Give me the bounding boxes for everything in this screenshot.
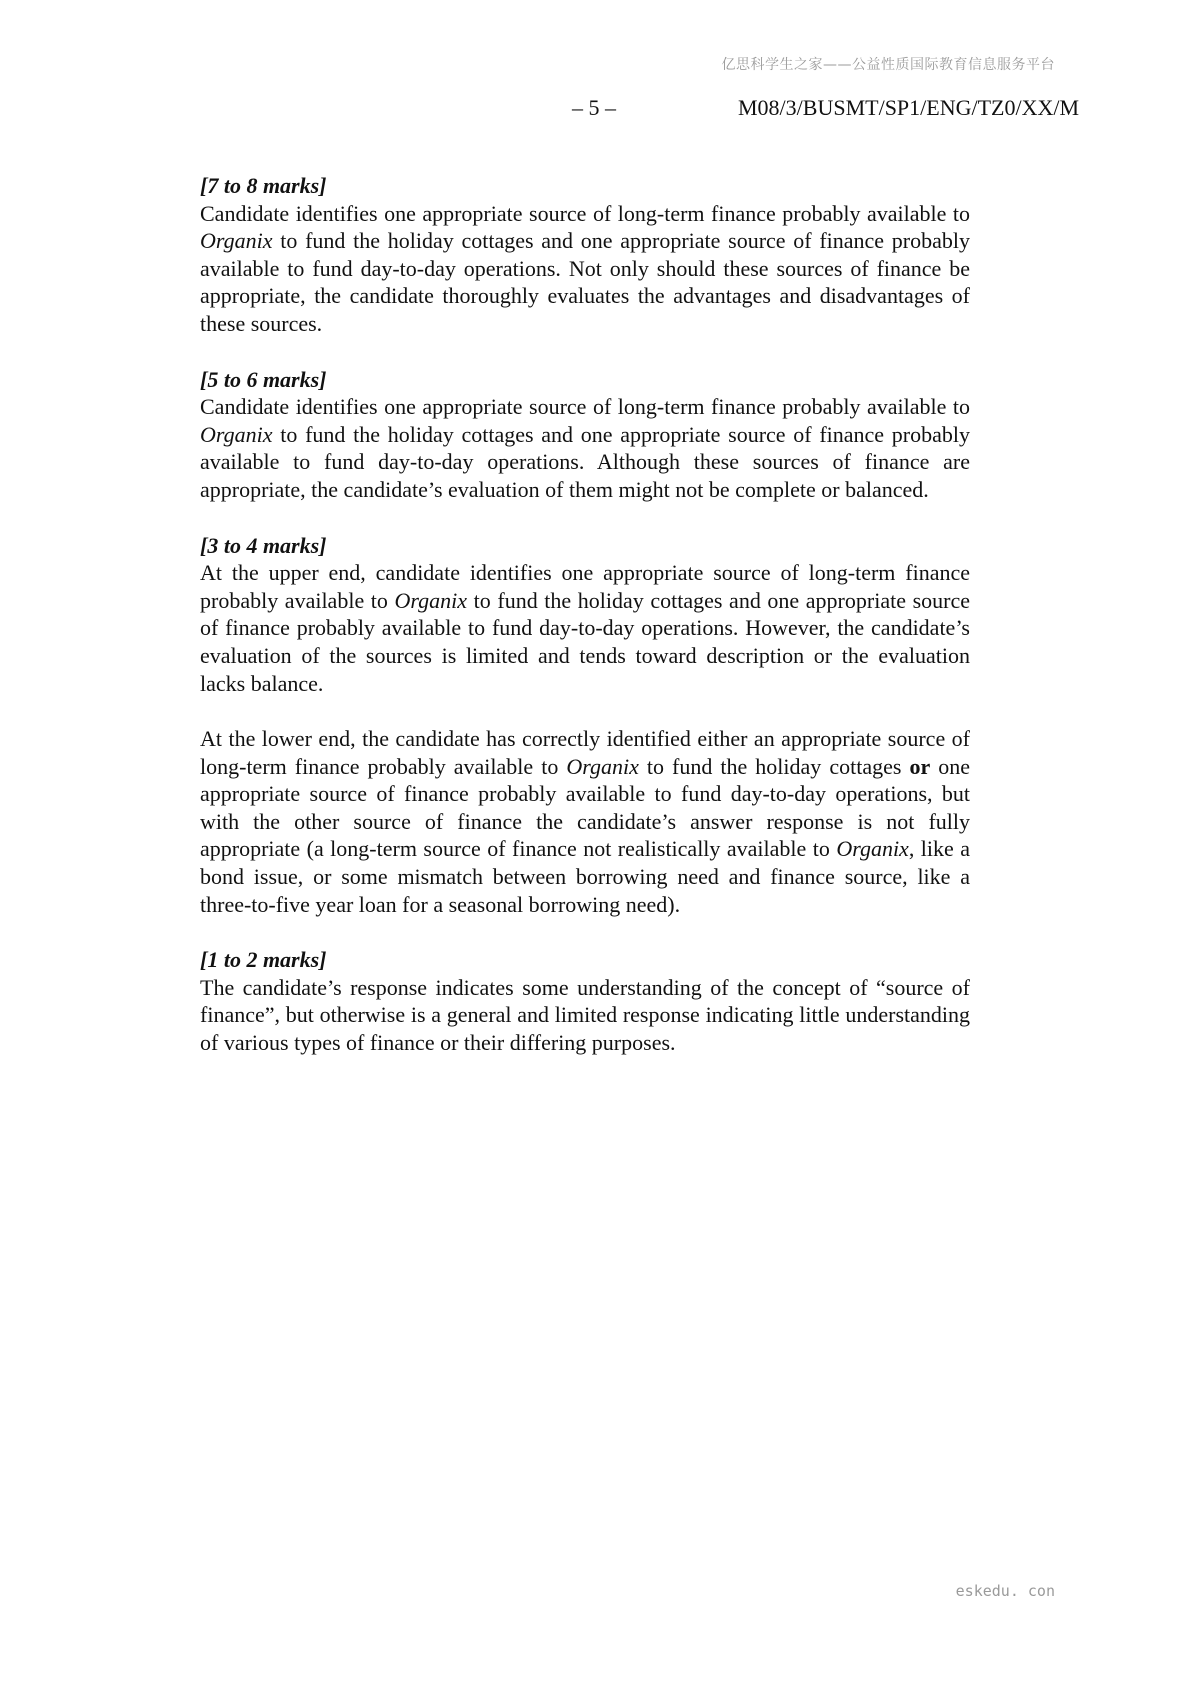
paragraph-text: one appropriate source of finance probably available to fund day-to-day operations, but with the other source of finance the candidate’s answer response is not fully appropriate (a long-term source of finance not realistically available to [200,753,971,862]
page-number: – 5 – [572,95,616,120]
mark-band-heading: [7 to 8 marks] [200,173,327,198]
mark-band-section [200,172,970,338]
paragraph-text: to fund the holiday cottages and one appropriate source of finance probably available to fund day-to-day operations. Not only should these sources of finance be appropriate, the candidate thoroughly evaluates the advantages and disadvantages of these sources. [200,228,970,336]
paragraph-text: At the lower end, the candidate has correctly identified either an appropriate source of long-term finance probably available to [200,726,970,779]
company-name: Organix [836,836,909,862]
watermark-bottom: eskedu. con [955,1582,1055,1600]
paragraph-text: to fund the holiday cottages and one appropriate source of finance probably available to fund day-to-day operations. Although these sources of finance are appropriate, the candidate’s evaluation of them might not be complete or balanced. [200,421,970,502]
paragraph-text: to fund the holiday cottages [638,753,910,779]
mark-band-section [200,532,970,919]
band-descriptor-paragraph [200,974,970,1057]
page-header [0,95,1191,125]
mark-band-heading: [3 to 4 marks] [200,532,327,558]
paragraph-text: Candidate identifies one appropriate source of long-term finance probably available to [200,394,970,420]
paragraph-text: At the upper end, candidate identifies one appropriate source of long-term finance probably available to [200,560,970,613]
company-name: Organix [394,587,468,613]
paragraph-text: The candidate’s response indicates some understanding of the concept of “source of finance”, but otherwise is a general and limited response indicating little understanding of various types of finance or their differing purposes. [200,974,970,1056]
mark-band-heading: [1 to 2 marks] [200,947,327,973]
paragraph-text: Candidate identifies one appropriate source of long-term finance probably available to [200,200,970,226]
mark-band-section [200,366,970,504]
markscheme-body [200,172,970,1085]
paper-code: M08/3/BUSMT/SP1/ENG/TZ0/XX/M [738,95,1080,120]
band-descriptor-paragraph [200,725,970,918]
company-name: Organix [200,421,273,447]
band-descriptor-paragraph [200,200,970,338]
paragraph-text: to fund the holiday cottages and one appropriate source of finance probably available to fund day-to-day operations. However, the candidate’s evaluation of the sources is limited and tends toward description or the evaluation lacks balance. [200,587,970,696]
emphasis-text: or [909,753,931,779]
mark-band-section [200,946,970,1056]
mark-band-heading: [5 to 6 marks] [200,366,327,392]
watermark-top: 亿思科学生之家——公益性质国际教育信息服务平台 [721,57,1055,73]
band-descriptor-paragraph [200,559,970,697]
band-descriptor-paragraph [200,393,970,503]
company-name: Organix [566,753,639,779]
paragraph-text: , like a bond issue, or some mismatch between borrowing need and finance source, like a three-to-five year loan for a seasonal borrowing need). [200,836,970,917]
company-name: Organix [200,228,273,254]
